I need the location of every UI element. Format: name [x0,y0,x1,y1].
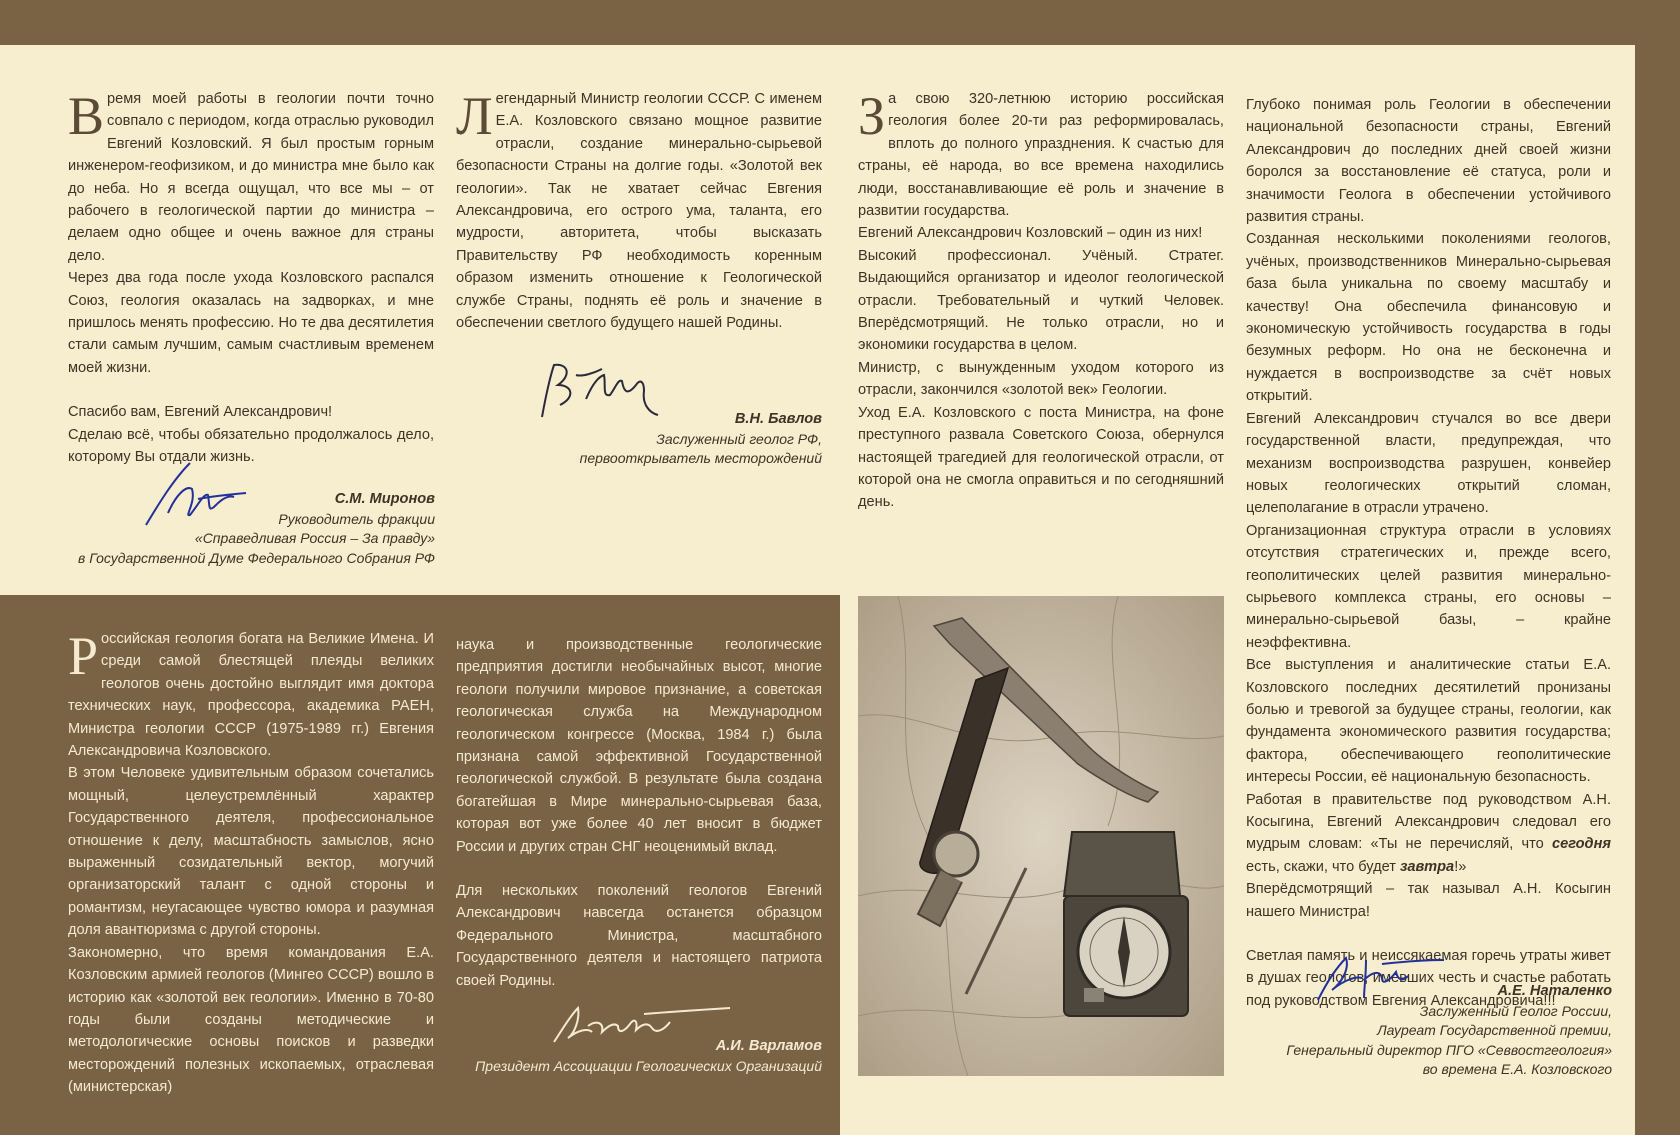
testimonial-natalenko [1246,94,1611,1012]
drop-cap: В [68,86,105,146]
geology-tools-photo [858,596,1224,1076]
paragraph: Все выступления и аналитические статьи Е.А. Козловского последних десятилетий пронизаны болью и тревогой за будущее страны, геологии, как фундамента экономического развития государства; фактора, обеспечивающего геополитические интересы России, её национальную безопасность. [1246,657,1611,786]
paragraph: Евгений Александрович Козловский – один из них! [858,225,1203,242]
paragraph: Высокий профессионал. Учёный. Стратег. Выдающийся организатор и идеолог геологической отрасли. Требовательный и чуткий Человек. Вперёдсмотрящий. Не только отрасли, но и экономики государства в целом. [858,247,1224,354]
drop-cap: З [858,86,886,146]
paragraph: Вперёдсмотрящий – так называл А.Н. Косыгин нашего Министра! [1246,881,1611,920]
paragraph: егендарный Министр геологии СССР. С именем Е.А. Козловского связано мощное развитие отрасли, создание минерально-сырьевой безопасности Страны на долгие годы. «Золотой век геологии». Так не хватает сейчас Евгения Александровича, его острого ума, таланта, его мудрости, авторитета, чтобы высказать Правительству РФ необходимость коренным образом изменить отношение к Геологической службе Страны, поднять её роль и значение в обеспечении светлого будущего нашей Родины. [456,91,822,332]
drop-cap: Р [68,626,99,686]
paragraph: В этом Человеке удивительным образом сочетались мощный, целеустремлённый характер Государственного деятеля, профессиональное отношение к делу, масштабность замыслов, ясно выраженный созидательный вектор, могучий организаторский талант с одной стороны и романтизм, неугасающее чувство юмора и разумная доля авантюризма с другой стороны. [68,765,434,939]
signer-varlamov: А.И. Варламов Президент Ассоциации Геологических Организаций [456,1037,822,1076]
paragraph: ремя моей работы в геологии почти точно совпало с периодом, когда отраслью руководил Евгений Козловский. Я был простым горным инженером-геофизиком, и до министра мне было как до неба. Но я всегда ощущал, что все мы – от рабочего в геологической партии до министра – делаем одно общее и очень важное для страны дело. [68,91,434,264]
paragraph: Министр, с вынужденным уходом которого из отрасли, закончился «золотой век» Геологии. [858,359,1224,399]
paragraph: Уход Е.А. Козловского с поста Министра, на фоне преступного развала Советского Союза, обернулся настоящей трагедией для геологической отрасли, от которой она не смогла оправиться и по сегодняшний день. [858,404,1224,511]
paragraph: Евгений Александрович стучался во все двери государственной власти, предупреждая, что механизм воспроизводства разрушен, конвейер новых геологических открытий сломан, целеполагание в отрасли утрачено. [1246,410,1611,517]
paragraph: Созданная несколькими поколениями геологов, учёных, производственников Минерально-сырьевая база была уникальна по своему масштабу и качеству! Она обеспечила финансовую и экономическую устойчивость государства в годы безумных реформ. Но она не бесконечна и нуждается в воспроизводстве за счёт новых открытий. [1246,231,1611,405]
testimonial-column-3 [858,88,1224,514]
paragraph: Глубоко понимая роль Геологии в обеспечении национальной безопасности страны, Евгений Александрович до последних дней своей жизни боролся за восстановление её статуса, роли и значимости Геолога в обеспечении устойчивого развития страны. [1246,97,1611,226]
testimonial-bavlov [456,88,822,334]
testimonial-varlamov-part2 [456,634,822,992]
signer-mironov: С.М. Миронов Руководитель фракции «Справедливая Россия – За правду» в Государственной Думе Федерального Собрания РФ [60,490,435,568]
paragraph: Сделаю всё, чтобы обязательно продолжалось дело, которому Вы отдали жизнь. [68,426,434,466]
paragraph: Для нескольких поколений геологов Евгений Александрович навсегда останется образцом Федерального Министра, масштабного Государственного деятеля и настоящего патриота своей Родины. [456,883,822,989]
paragraph: оссийская геология богата на Великие Имена. И среди самой блестящей плеяды великих геологов очень достойно выглядит имя доктора технических наук, профессора, академика РАЕН, Министра геологии СССР (1975-1989 гг.) Евгения Александровича Козловского. [68,631,434,760]
paragraph: Закономерно, что время командования Е.А. Козловским армией геологов (Мингео СССР) вошло в историю как «золотой век геологии». Именно в 70-80 годы были созданы методические и методологические основы поисков и разведки месторождений полезных ископаемых, отраслевая (министерская) [68,944,434,1096]
testimonial-mironov [68,88,434,469]
paragraph: Светлая память и неиссякаемая горечь утраты живет в душах геологов, имевших честь и счастье работать под руководством Евгения Александровича!!! [1246,948,1611,1009]
signer-name: С.М. Миронов [334,491,435,507]
paragraph: Работая в правительстве под руководством А.Н. Косыгина, Евгений Александрович следовал его мудрым словам: «Ты не перечисляй, что сегодня есть, скажи, что будет завтра!» [1246,791,1611,875]
signer-natalenko: А.Е. Наталенко Заслуженный Геолог России, Лауреат Государственной премии, Генеральный директор ПГО «Севвостгеология» во времена Е.А. Козловского [1250,982,1612,1080]
signer-name: В.Н. Бавлов [734,411,822,427]
paragraph: наука и производственные геологические предприятия достигли необычайных высот, многие геологи получили мировое признание, а советская геологическая служба на Международном геологическом конгрессе (Москва, 1984 г.) была признана самой эффективной Государственной геологической службой. В результате была создана богатейшая в Мире минерально-сырьевая база, которая вот уже более 40 лет вносит в бюджет России и других стран СНГ неоценимый вклад. [456,637,822,855]
paragraph: а свою 320-летнюю историю российская геология более 20-ти раз реформировалась, вплоть до полного упразднения. К счастью для страны, её народа, во все времена находились люди, восстанавливающие её роль и значение в развитии государства. [858,91,1224,220]
signer-bavlov: В.Н. Бавлов Заслуженный геолог РФ, первооткрыватель месторождений [560,410,822,469]
paragraph: Спасибо вам, Евгений Александрович! [68,404,333,421]
compass-icon [1064,832,1188,1016]
paragraph: Организационная структура отрасли в условиях отсутствия стратегических и, прежде всего, геополитических целей развития минерально-сырьевого комплекса страны, его основы – минерально-сырьевой базы, – крайне неэффективна. [1246,522,1611,651]
signer-name: А.И. Варламов [715,1038,822,1054]
paragraph: Через два года после ухода Козловского распался Союз, геология оказалась на задворках, и мне пришлось менять профессию. Но те два десятилетия стали самым лучшим, самым счастливым временем моей жизни. [68,270,434,376]
photo-illustration [858,596,1224,1076]
drop-cap: Л [456,86,493,146]
signer-name: А.Е. Наталенко [1497,983,1612,999]
testimonial-varlamov-part1 [68,628,434,1099]
